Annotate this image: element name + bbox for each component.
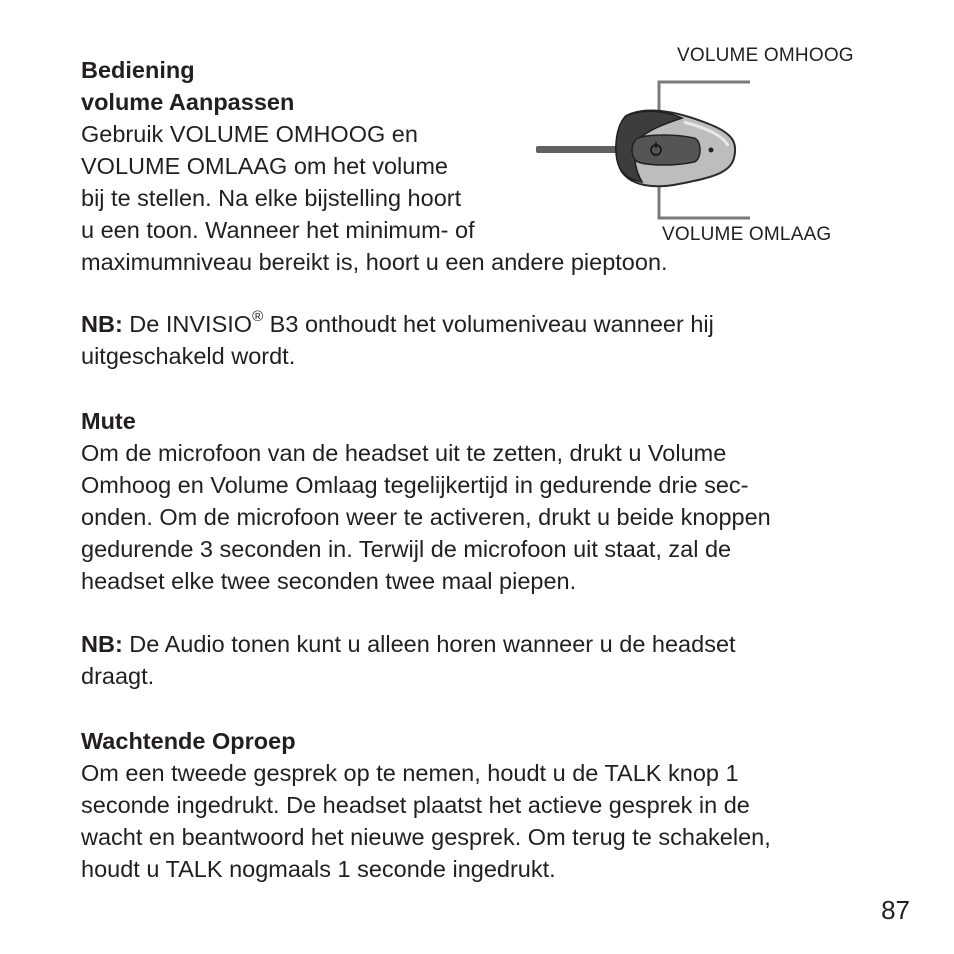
note-text: De INVISIO [122, 311, 253, 337]
label-volume-omhoog: VOLUME OMHOOG [677, 45, 854, 66]
note-text-line: uitgeschakeld wordt. [81, 343, 296, 369]
page-number: 87 [881, 895, 910, 925]
volume-text-line: bij te stellen. Na elke bijstelling hoort [81, 185, 462, 211]
waiting-text-line: seconde ingedrukt. De headset plaatst het actieve gesprek in de [81, 792, 750, 818]
mute-text-line: Om de microfoon van de headset uit te zetten, drukt u Volume [81, 440, 727, 466]
volume-text-line: maximumniveau bereikt is, hoort u een andere pieptoon. [81, 249, 668, 275]
label-volume-omlaag: VOLUME OMLAAG [662, 224, 832, 245]
note-text: De Audio tonen kunt u alleen horen wanneer u de headset [122, 631, 736, 657]
headset-illustration-icon [534, 76, 754, 226]
registered-mark: ® [252, 308, 264, 326]
waiting-text-line: houdt u TALK nogmaals 1 seconde ingedrukt. [81, 856, 556, 882]
section-call-waiting [81, 725, 881, 885]
mute-text-line: headset elke twee seconden twee maal piepen. [81, 568, 577, 594]
note-volume-memory [81, 308, 881, 372]
waiting-text-line: wacht en beantwoord het nieuwe gesprek. Om terug te schakelen, [81, 824, 771, 850]
note-prefix: NB: [81, 631, 123, 657]
waiting-text-line: Om een tweede gesprek op te nemen, houdt u de TALK knop 1 [81, 760, 739, 786]
mute-text-line: Omhoog en Volume Omlaag tegelijkertijd in gedurende drie sec- [81, 472, 749, 498]
volume-text-line: Gebruik VOLUME OMHOOG en [81, 121, 418, 147]
note-text: B3 onthoudt het volumeniveau wanneer hij [263, 311, 714, 337]
headset-boom [536, 146, 626, 153]
note-text-line: draagt. [81, 663, 155, 689]
volume-text-line: VOLUME OMLAAG om het volume [81, 153, 448, 179]
heading-bediening: Bediening [81, 57, 195, 83]
led-dot-icon [709, 148, 714, 153]
heading-mute: Mute [81, 408, 136, 434]
note-prefix: NB: [81, 311, 123, 337]
note-audio-tones [81, 628, 881, 692]
volume-text-line: u een toon. Wanneer het minimum- of [81, 217, 475, 243]
talk-button [632, 135, 700, 165]
heading-wachtende-oproep: Wachtende Oproep [81, 728, 296, 754]
mute-text-line: gedurende 3 seconden in. Terwijl de microfoon uit staat, zal de [81, 536, 732, 562]
mute-text-line: onden. Om de microfoon weer te activeren, drukt u beide knoppen [81, 504, 771, 530]
section-mute [81, 405, 881, 597]
heading-volume-aanpassen: volume Aanpassen [81, 89, 295, 115]
